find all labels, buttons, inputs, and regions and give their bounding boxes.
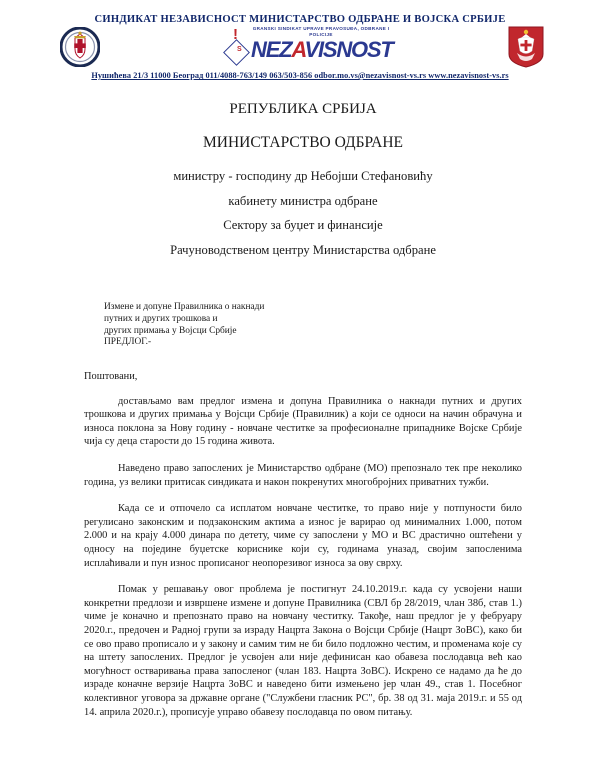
salutation: Поштовани, xyxy=(84,370,138,382)
heading-republic: РЕПУБЛИКА СРБИЈА xyxy=(229,101,377,117)
document-body xyxy=(0,98,600,719)
nezavisnost-logo xyxy=(207,25,393,69)
letterhead-emblem-row xyxy=(0,25,600,69)
letterhead xyxy=(0,0,600,80)
ministry-of-defence-emblem xyxy=(60,27,100,67)
paragraph-4: Помак у решавању овог проблема је постигнут 24.10.2019.г. када су усвојени наши конкретни предлози и извршене измене и допуне Правилника (СВЛ бр 28/2019, члан 38б, став 1.) чиме је коначно и препознато право на новчану честитку. Такође, наш предлог је у фебруару 2020.г., предочен и Радној групи за израду Нацрта Закона о Војсци Србије (Нацрт ЗоВС), како би се ово право прописало и у закону и самим тим не би било подложно честим, и променама које су на штету запослених. Предлог је усвојен али није дефинисан као обавеза послодавца већ као могућност остваривања права запосленог (члан 183. Нацрта ЗоВС). Искрено се надамо да ће до израде коначне верзије Нацрта ЗоВС и наведено бити измењено јер члан 49., став 1. Посебног колективног уговора за државне органе ("Службени гласник РС", бр. 38 од 31. маја 2019.г. и 55 од 14. априла 2020.г.), прописује управо обавезу послодавца по овом питању. xyxy=(84,584,522,718)
union-tagline: GRANSKI SINDIKAT UPRAVE PRAVOSUĐA, ODBRANE I POLICIJE xyxy=(252,26,390,38)
union-word-part-3: VISNOST xyxy=(304,37,393,62)
subject-line-2: путних и других трошкова и xyxy=(104,313,218,324)
subject-line-4: ПРЕДЛОГ.- xyxy=(104,337,152,348)
addressee-cabinet: кабинету министра одбране xyxy=(228,193,378,208)
letterhead-title: СИНДИКАТ НЕЗАВИСНОСТ МИНИСТАРСТВО ОДБРАНЕ И ВОЈСКА СРБИЈЕ xyxy=(94,14,506,25)
letterhead-contact: Нушићева 21/3 11000 Београд 011/4088-763/149 063/503-856 odbor.mo.vs@nezavisnost-vs.rs www.nezavisnost-vs.rs xyxy=(91,71,509,80)
subject-line-1: Измене и допуне Правилника о накнади xyxy=(104,302,265,313)
heading-ministry: МИНИСТАРСТВО ОДБРАНЕ xyxy=(202,134,403,152)
paragraph-2: Наведено право запослених је Министарство одбране (МО) препознало тек пре неколико година, уз велики притисак синдиката и након покренутих многобројних приватних тужби. xyxy=(84,463,522,488)
union-wordmark xyxy=(251,39,393,61)
diamond-icon xyxy=(223,39,250,66)
paragraph-1: достављамо вам предлог измена и допуна Правилника о накнади путних и других трошкова и других примања у Војсци Србије (Правилник) а који се односи на начин обрачуна и износа поклона за Нову годину - новчане честитке за професионалне припаднике Војске Србије чија су деца старости до 15 година живота. xyxy=(84,395,522,448)
diamond-letter: S xyxy=(236,46,242,54)
serbian-coat-of-arms xyxy=(508,26,544,68)
union-word-part-1: NEZ xyxy=(251,37,292,62)
addressee-minister: министру - господину др Небојши Стефановићу xyxy=(173,169,433,184)
union-word-part-2: A xyxy=(291,37,305,62)
paragraph-3: Када се и отпочело са исплатом новчане честитке, то право није у потпуности било регулисано законским и подзаконским актима а износ је варирао од минималних 1.000, потом 2.000 и на крају 4.000 динара по детету, чиме су запослени у МО и ВС драстично оштећени у односу на поједине буџетске кориснике који су, годинама уназад, својим запосленима исплаћивали и пун износ прописаног неопорезивог износа за ову сврху. xyxy=(84,503,522,569)
addressee-accounting-center: Рачуноводственом центру Министарства одбране xyxy=(170,242,436,257)
addressee-budget-sector: Сектору за буџет и финансије xyxy=(223,218,383,233)
subject-line-3: других примања у Војсци Србије xyxy=(104,325,237,336)
subject-block xyxy=(104,302,522,348)
exclamation-icon: ! xyxy=(233,26,238,43)
